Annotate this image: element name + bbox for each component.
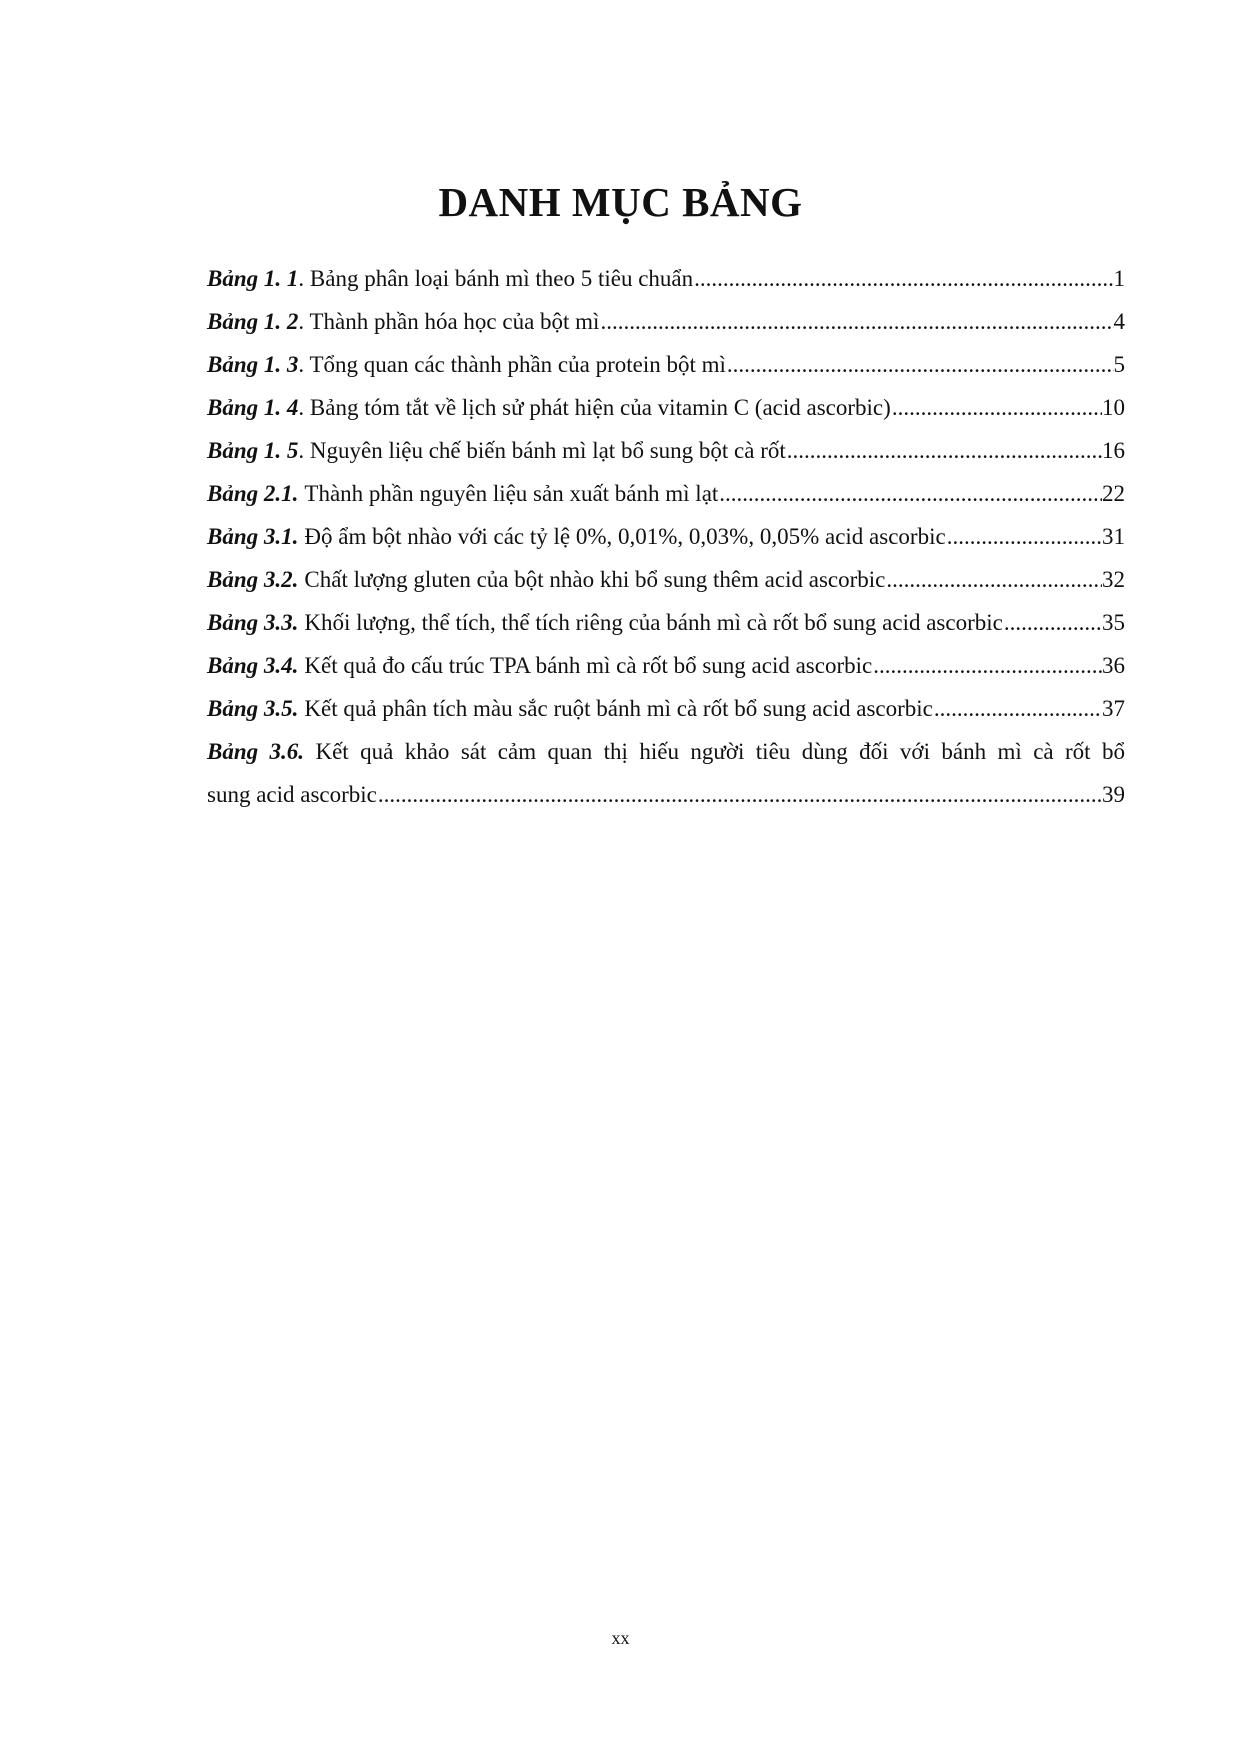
entry-label: Bảng 3.3. — [207, 610, 299, 635]
page-number: xx — [611, 1628, 630, 1648]
entry-page: 1 — [1113, 266, 1125, 291]
entry-title: . Tổng quan các thành phần của protein bột mì — [298, 352, 726, 377]
dot-leader — [726, 343, 1114, 386]
entry-page: 10 — [1102, 395, 1125, 420]
dot-leader — [377, 773, 1102, 816]
entry-title: Khối lượng, thể tích, thể tích riêng của bánh mì cà rốt bổ sung acid ascorbic — [304, 610, 1003, 635]
list-item[interactable] — [207, 601, 1125, 644]
entry-title: Kết quả khảo sát cảm quan thị hiếu người tiêu dùng đối với bánh mì cà rốt bổ — [315, 739, 1125, 764]
entry-title: Kết quả đo cấu trúc TPA bánh mì cà rốt bổ sung acid ascorbic — [304, 653, 873, 678]
list-item[interactable] — [207, 644, 1125, 687]
entry-label: Bảng 1. 5 — [207, 438, 299, 463]
entry-label: Bảng 3.6. — [207, 739, 305, 764]
table-list — [207, 257, 1125, 816]
entry-title: Kết quả phân tích màu sắc ruột bánh mì cà rốt bổ sung acid ascorbic — [304, 696, 933, 721]
dot-leader — [718, 472, 1102, 515]
entry-title: . Thành phần hóa học của bột mì — [298, 309, 600, 334]
list-item[interactable] — [207, 558, 1125, 601]
entry-page: 36 — [1102, 653, 1125, 678]
entry-label: Bảng 1. 1 — [207, 266, 299, 291]
list-item[interactable] — [207, 515, 1125, 558]
dot-leader — [885, 558, 1102, 601]
entry-label: Bảng 1. 2 — [207, 309, 299, 334]
dot-leader — [693, 257, 1113, 300]
list-item[interactable] — [207, 386, 1125, 429]
dot-leader — [872, 644, 1102, 687]
entry-title: . Nguyên liệu chế biến bánh mì lạt bổ sung bột cà rốt — [298, 438, 786, 463]
entry-page: 37 — [1102, 696, 1125, 721]
entry-title: . Bảng tóm tắt về lịch sử phát hiện của vitamin C (acid ascorbic) — [298, 395, 891, 420]
dot-leader — [786, 429, 1102, 472]
dot-leader — [933, 687, 1102, 730]
list-item[interactable] — [207, 472, 1125, 515]
list-item[interactable] — [207, 687, 1125, 730]
entry-title: Thành phần nguyên liệu sản xuất bánh mì lạt — [304, 481, 719, 506]
entry-label: Bảng 3.1. — [207, 524, 299, 549]
entry-label: Bảng 3.4. — [207, 653, 299, 678]
entry-page: 16 — [1102, 438, 1125, 463]
list-item[interactable] — [207, 429, 1125, 472]
entry-label: Bảng 1. 4 — [207, 395, 299, 420]
entry-page: 35 — [1102, 610, 1125, 635]
entry-label: Bảng 1. 3 — [207, 352, 299, 377]
entry-page: 5 — [1113, 352, 1125, 377]
entry-label: Bảng 3.2. — [207, 567, 299, 592]
list-item[interactable] — [207, 300, 1125, 343]
dot-leader — [599, 300, 1113, 343]
entry-title: . Bảng phân loại bánh mì theo 5 tiêu chuẩn — [298, 266, 694, 291]
entry-title: Độ ẩm bột nhào với các tỷ lệ 0%, 0,01%, 0,03%, 0,05% acid ascorbic — [304, 524, 946, 549]
entry-page: 4 — [1113, 309, 1125, 334]
list-item[interactable] — [207, 730, 1125, 816]
entry-page: 39 — [1102, 782, 1125, 807]
entry-page: 22 — [1102, 481, 1125, 506]
list-item[interactable] — [207, 257, 1125, 300]
dot-leader — [1003, 601, 1102, 644]
entry-title-continued: sung acid ascorbic — [207, 782, 377, 807]
page-title: DANH MỤC BẢNG — [438, 179, 803, 225]
entry-page: 31 — [1102, 524, 1125, 549]
list-item[interactable] — [207, 343, 1125, 386]
entry-label: Bảng 2.1. — [207, 481, 299, 506]
dot-leader — [891, 386, 1102, 429]
entry-label: Bảng 3.5. — [207, 696, 299, 721]
dot-leader — [946, 515, 1102, 558]
entry-title: Chất lượng gluten của bột nhào khi bổ sung thêm acid ascorbic — [304, 567, 886, 592]
entry-page: 32 — [1102, 567, 1125, 592]
